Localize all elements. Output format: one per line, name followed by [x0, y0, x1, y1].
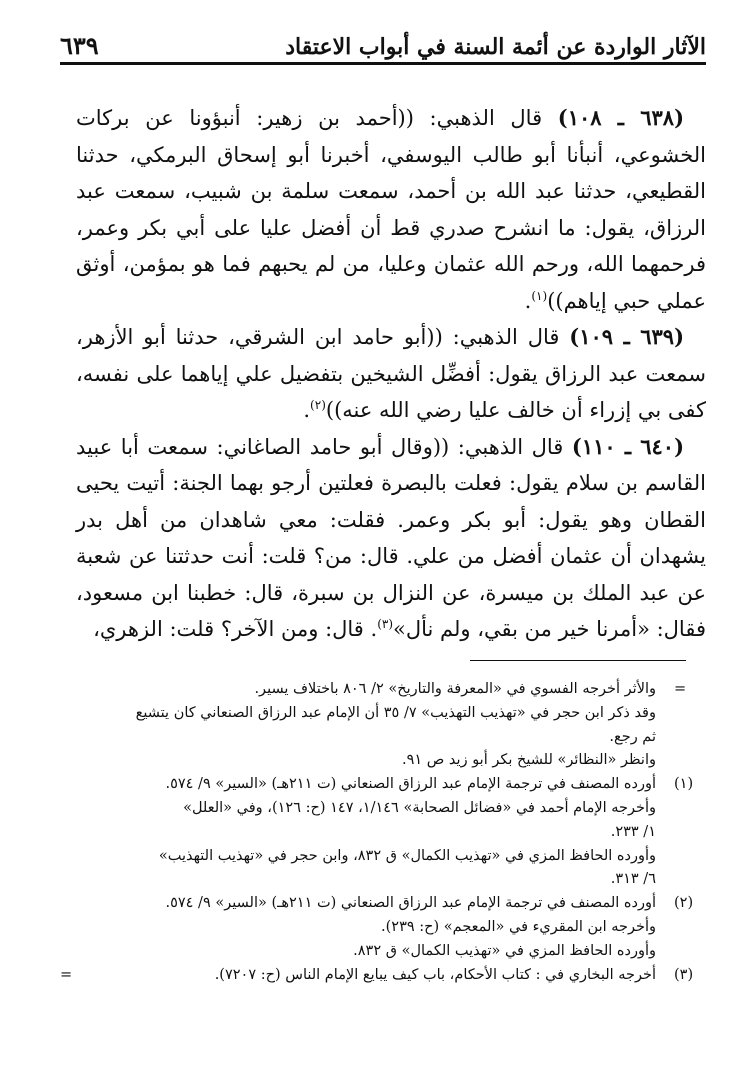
footnote-mark: (٢): [674, 895, 694, 912]
paragraph-text: قال الذهبي: ((وقال أبو حامد الصاغاني: سمعت أبا عبيد القاسم بن سلام يقول: فعلت بالبصرة فعلتين أرجو بهما الجنة: أتيت يحيى القطان وهو يقول: أبو بكر وعمر. فقلت: معي شاهدان من أهل بدر يشهدان أن عثمان أفضل من علي. قال: من؟ قلت: أنت حدثتنا عن شعبة عن عبد الملك بن ميسرة، عن النزال بن سبرة، قال: خطبنا ابن مسعود، فقال: «أمرنا خير من بقي، ولم نأل»: [76, 434, 706, 641]
report-number: (٦٤٠ ـ ١١٠): [571, 433, 684, 459]
footnote-mark: (٣): [674, 966, 694, 983]
footnote-continuation: = والأثر أخرجه الفسوي في «المعرفة والتاريخ» ٢/ ٨٠٦ باختلاف يسير. وقد ذكر ابن حجر في «تهذيب التهذيب» ٧/ ٣٥ أن الإمام عبد الرزاق الصنعاني كان يتشيع ثم رجع. وانظر «النظائر» للشيخ بكر أبو زيد ص ٩١.: [60, 678, 708, 773]
page-number: ٦٣٩: [60, 31, 99, 60]
report-number: (٦٣٩ ـ ١٠٩): [569, 324, 685, 349]
footnote-ref: (٢): [310, 398, 326, 412]
footnote-mark: (١): [674, 776, 694, 793]
main-text: [76, 100, 706, 648]
footnote-ref: (٣): [377, 617, 394, 631]
paragraph-640: (٦٤٠ ـ ١١٠) قال الذهبي: ((وقال أبو حامد الصاغاني: سمعت أبا عبيد القاسم بن سلام يقول: فعلت بالبصرة فعلتين أرجو بهما الجنة: أتيت يحيى القطان وهو يقول: أبو بكر وعمر. فقلت: معي شاهدان من أهل بدر يشهدان أن عثمان أفضل من علي. قال: من؟ قلت: أنت حدثتنا عن شعبة عن عبد الملك بن ميسرة، عن النزال بن سبرة، قال: خطبنا ابن مسعود، فقال: «أمرنا خير من بقي، ولم نأل»$^{(٣)}$. قال: ومن الآخر؟ قلت: الزهري،: [76, 433, 706, 641]
report-number: (٦٣٨ ـ ١٠٨): [557, 105, 684, 130]
paragraph-638: (٦٣٨ ـ ١٠٨) قال الذهبي: ((أحمد بن زهير: أنبؤونا عن بركات الخشوعي، أنبأنا أبو طالب اليوسفي، أخبرنا أبو إسحاق البرمكي، حدثنا القطيعي، حدثنا عبد الله بن أحمد، سمعت سلمة بن شبيب، سمعت عبد الرزاق، يقول: ما انشرح صدري قط أن أفضل عليا على أبي بكر وعمر، فرحمهما الله، ورحم الله عثمان وعليا، من لم يحبهم فما هو بمؤمن، أوثق عملي حبي إياهم))$^{(١)}$.: [76, 105, 706, 313]
continuation-mark: =: [60, 966, 73, 983]
continuation-mark: =: [674, 681, 687, 697]
footnote-3: (٣) أخرجه البخاري في : كتاب الأحكام، باب كيف يبايع الإمام الناس (ح: ٧٢٠٧). =: [60, 964, 708, 988]
footnote-separator: [470, 660, 686, 661]
footnote-1: (١) أورده المصنف في ترجمة الإمام عبد الرزاق الصنعاني (ت ٢١١هـ) «السير» ٩/ ٥٧٤. وأخرجه الإمام أحمد في «فضائل الصحابة» ١/١٤٦، ١٤٧ (ح: ١٢٦)، وفي «العلل» ١/ ٢٣٣. وأورده الحافظ المزي في «تهذيب الكمال» ق ٨٣٢، وابن حجر في «تهذيب التهذيب» ٦/ ٣١٣.: [60, 773, 708, 892]
footnotes: [60, 678, 708, 987]
header-rule: [60, 62, 706, 65]
paragraph-639: (٦٣٩ ـ ١٠٩) قال الذهبي: ((أبو حامد ابن الشرقي، حدثنا أبو الأزهر، سمعت عبد الرزاق يقول: أفضِّل الشيخين بتفضيل علي إياهما على نفسه، كفى بي إزراء أن خالف عليا رضي الله عنه))$^{(٢)}$.: [76, 324, 706, 422]
footnote-2: (٢) أورده المصنف في ترجمة الإمام عبد الرزاق الصنعاني (ت ٢١١هـ) «السير» ٩/ ٥٧٤. وأخرجه ابن المقريء في «المعجم» (ح: ٢٣٩). وأورده الحافظ المزي في «تهذيب الكمال» ق ٨٣٢.: [60, 892, 708, 963]
paragraph-text: قال الذهبي: ((أبو حامد ابن الشرقي، حدثنا أبو الأزهر، سمعت عبد الرزاق يقول: أفضِّل الشيخين بتفضيل علي إياهما على نفسه، كفى بي إزراء أن خالف عليا رضي الله عنه)): [76, 325, 706, 422]
footnote-ref: (١): [531, 288, 548, 303]
paragraph-text: قال الذهبي: ((أحمد بن زهير: أنبؤونا عن بركات الخشوعي، أنبأنا أبو طالب اليوسفي، أخبرنا أبو إسحاق البرمكي، حدثنا القطيعي، حدثنا عبد الله بن أحمد، سمعت سلمة بن شبيب، سمعت عبد الرزاق، يقول: ما انشرح صدري قط أن أفضل عليا على أبي بكر وعمر، فرحمهما الله، ورحم الله عثمان وعليا، من لم يحبهم فما هو بمؤمن، أوثق عملي حبي إياهم)): [76, 106, 706, 313]
page-header: [60, 26, 706, 60]
running-title: الآثار الواردة عن أئمة السنة في أبواب الاعتقاد: [285, 34, 706, 60]
